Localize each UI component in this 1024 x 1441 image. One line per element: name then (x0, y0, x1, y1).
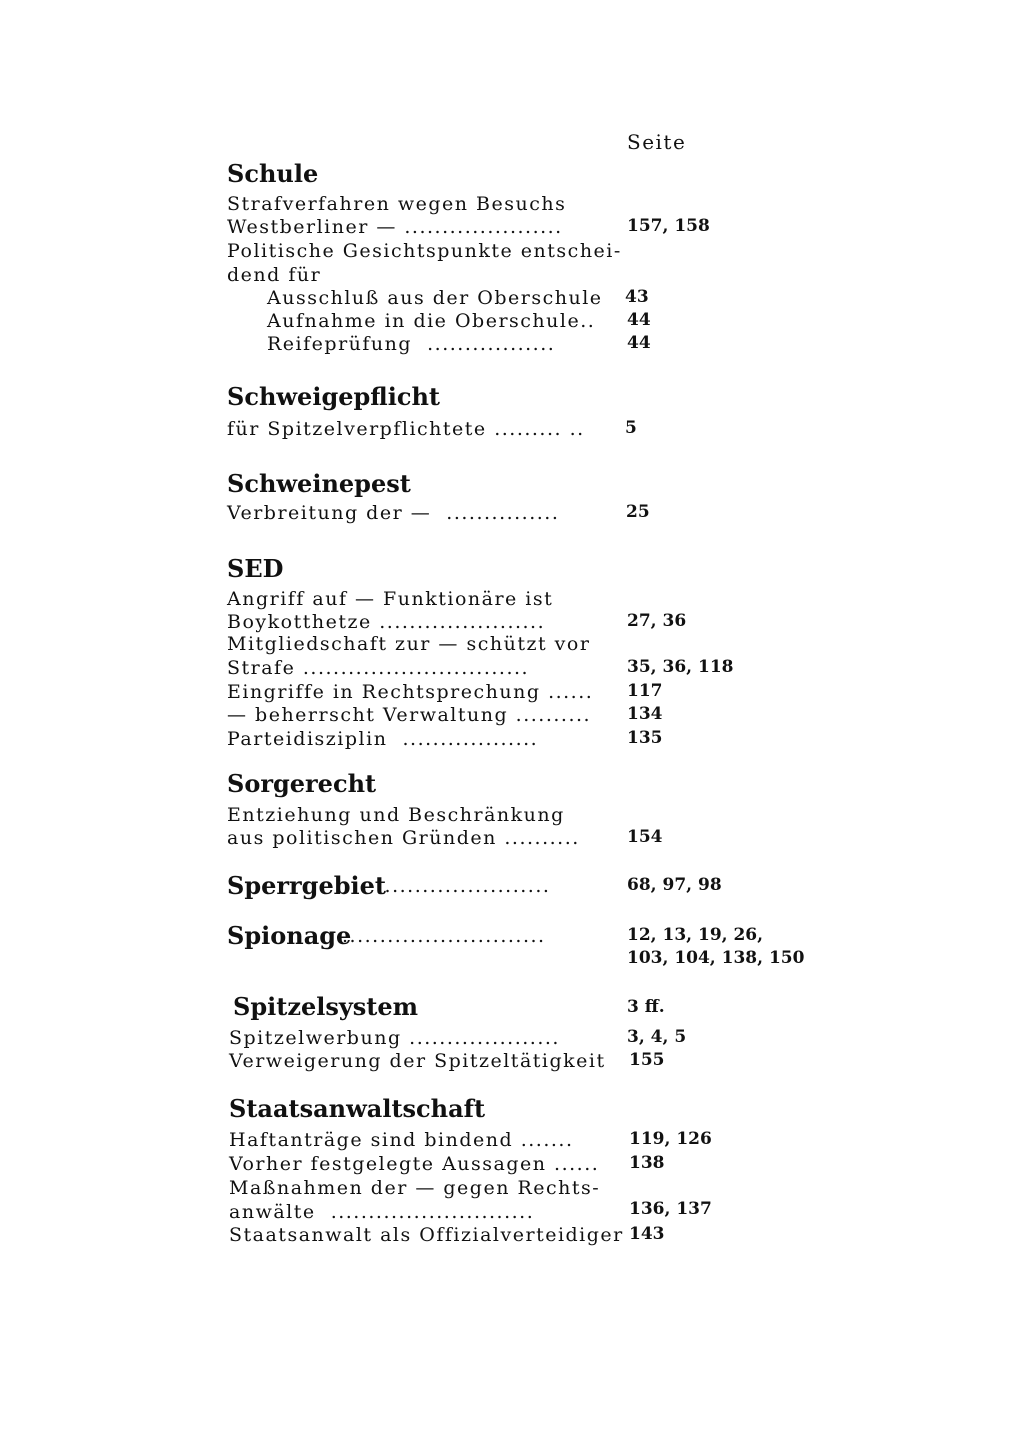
page-ref: 27, 36 (627, 611, 687, 631)
entry-line: Parteidisziplin .................. (227, 728, 539, 750)
entry-line: — beherrscht Verwaltung .......... (227, 704, 592, 726)
entry-line: Politische Gesichtspunkte entschei- (227, 240, 622, 262)
entry-line: Westberliner — ..................... (227, 216, 563, 238)
heading-sorgerecht: Sorgerecht (227, 769, 377, 798)
entry-line: Strafverfahren wegen Besuchs (227, 193, 567, 215)
page-ref-continued: 103, 104, 138, 150 (627, 948, 805, 968)
page-ref: 5 (625, 418, 637, 438)
entry-line: Reifeprüfung ................. (267, 333, 556, 355)
page-ref: 12, 13, 19, 26, (627, 925, 764, 945)
heading-schweigepflicht: Schweigepflicht (227, 382, 440, 411)
heading-sperrgebiet: Sperrgebiet (227, 871, 386, 900)
page-ref: 119, 126 (629, 1129, 712, 1149)
heading-sed: SED (227, 554, 284, 583)
entry-line: Maßnahmen der — gegen Rechts- (229, 1177, 601, 1199)
entry-line: Eingriffe in Rechtsprechung ...... (227, 681, 594, 703)
entry-line: aus politischen Gründen .......... (227, 827, 580, 849)
page-ref: 35, 36, 118 (627, 657, 734, 677)
page-ref: 3, 4, 5 (627, 1027, 687, 1047)
page-ref: 157, 158 (627, 216, 710, 236)
entry-line: Entziehung und Beschränkung (227, 804, 565, 826)
page-ref: 155 (629, 1050, 665, 1070)
heading-spionage: Spionage (227, 921, 352, 950)
page-ref: 3 ff. (627, 997, 665, 1017)
page-ref: 25 (626, 502, 650, 522)
page-ref: 68, 97, 98 (627, 875, 722, 895)
page-ref: 138 (629, 1153, 665, 1173)
entry-line: Haftanträge sind bindend ....... (229, 1129, 574, 1151)
seite-label: Seite (627, 130, 687, 154)
entry-line: Verweigerung der Spitzeltätigkeit (229, 1050, 606, 1072)
page-ref: 135 (627, 728, 663, 748)
page-ref: 44 (627, 310, 651, 330)
entry-line: Strafe .............................. (227, 657, 530, 679)
page-ref: 143 (629, 1224, 665, 1244)
page-ref: 134 (627, 704, 663, 724)
leader-dots: ........................... (342, 925, 546, 947)
page-ref: 154 (627, 827, 663, 847)
heading-schule: Schule (227, 159, 319, 188)
leader-dots: ...................... (377, 875, 551, 897)
entry-line: dend für (227, 264, 322, 286)
entry-line: Spitzelwerbung .................... (229, 1027, 560, 1049)
entry-line: Angriff auf — Funktionäre ist (227, 588, 554, 610)
page-ref: 44 (627, 333, 651, 353)
entry-line: Staatsanwalt als Offizialverteidiger (229, 1224, 624, 1246)
entry-line: für Spitzelverpflichtete ......... .. (227, 418, 585, 440)
heading-staatsanwaltschaft: Staatsanwaltschaft (229, 1094, 486, 1123)
entry-line: Boykotthetze ...................... (227, 611, 546, 633)
heading-schweinepest: Schweinepest (227, 469, 411, 498)
entry-line: Verbreitung der — ............... (227, 502, 560, 524)
entry-line: anwälte ........................... (229, 1201, 535, 1223)
page-ref: 136, 137 (629, 1199, 712, 1219)
page-ref: 43 (625, 287, 649, 307)
entry-line: Mitgliedschaft zur — schützt vor (227, 633, 591, 655)
entry-line: Ausschluß aus der Oberschule (267, 287, 603, 309)
page-ref: 117 (627, 681, 663, 701)
heading-spitzelsystem: Spitzelsystem (233, 992, 419, 1021)
entry-line: Aufnahme in die Oberschule.. (267, 310, 596, 332)
entry-line: Vorher festgelegte Aussagen ...... (229, 1153, 600, 1175)
